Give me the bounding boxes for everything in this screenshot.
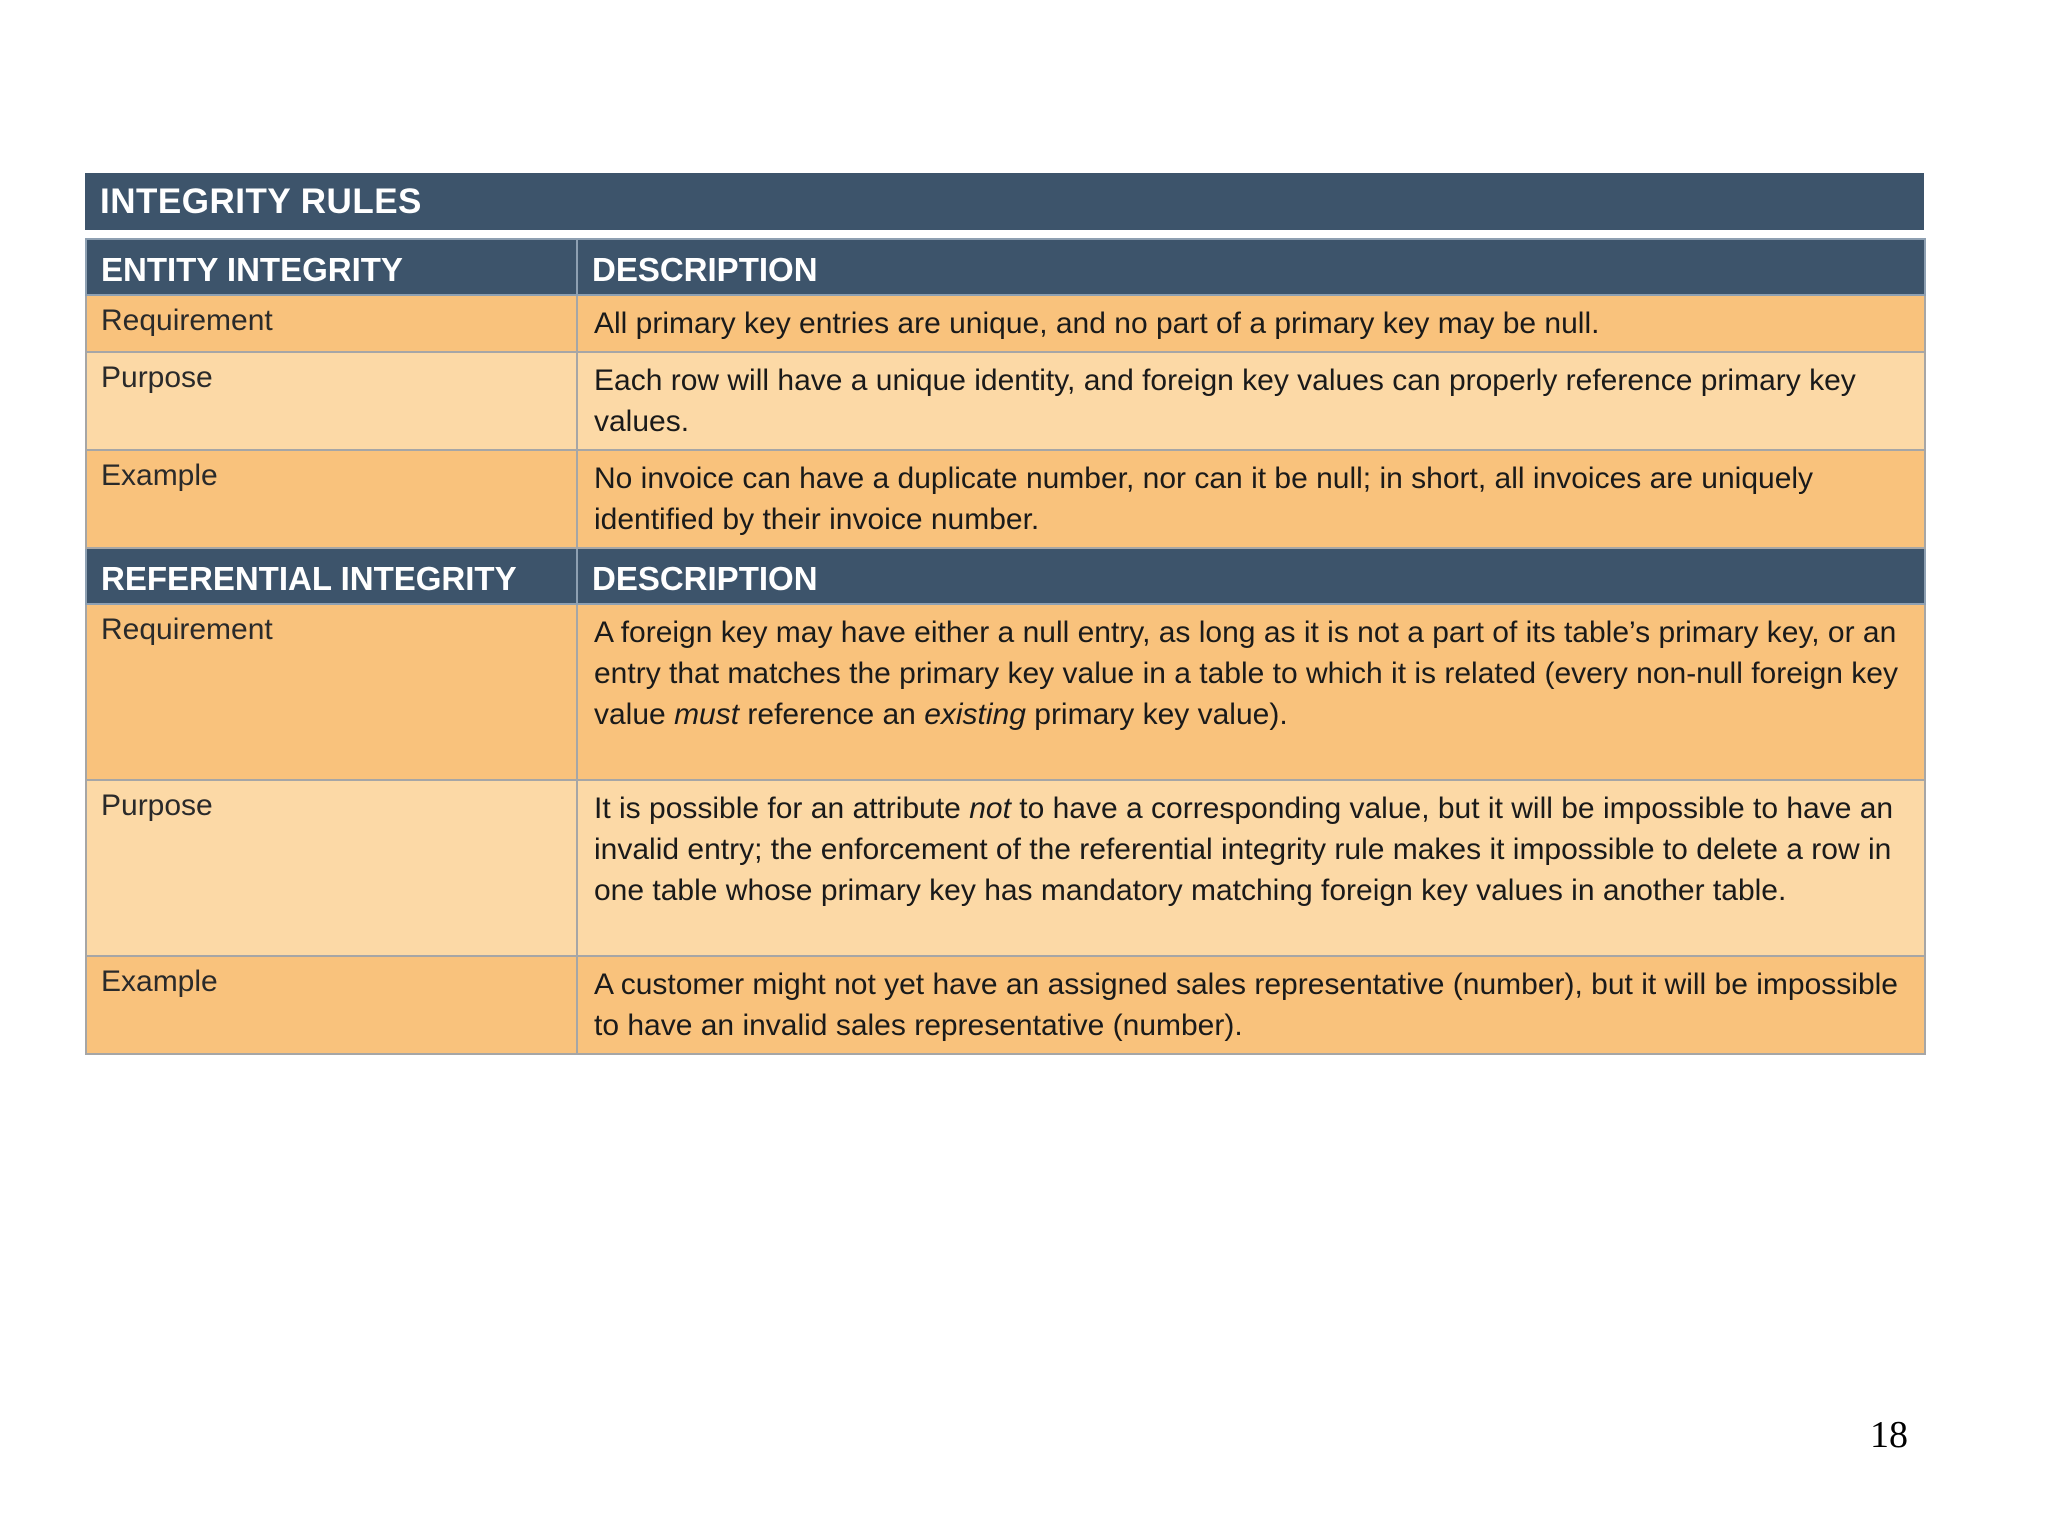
row-description xyxy=(577,780,1925,956)
row-description xyxy=(577,604,1925,780)
table-row xyxy=(86,352,1925,450)
table-row xyxy=(86,604,1925,780)
table-row xyxy=(86,295,1925,352)
emphasis-text: must xyxy=(674,698,740,731)
table-row xyxy=(86,780,1925,956)
description-text: It is possible for an attribute xyxy=(594,792,970,825)
emphasis-text: not xyxy=(969,792,1011,825)
description-text: to have a corresponding value, but it will be impossible to have an invalid entry; the enforcement of the referential integrity rule makes it impossible to delete a row in one table whose primary key has mandatory matching foreign key values in another table. xyxy=(594,792,1894,907)
description-text: primary key value). xyxy=(1025,698,1288,731)
row-label: Purpose xyxy=(86,352,577,450)
row-description: A customer might not yet have an assigned sales representative (number), but it will be impossible to have an invalid sales representative (number). xyxy=(577,956,1925,1054)
row-label: Purpose xyxy=(86,780,577,956)
table-row xyxy=(86,956,1925,1054)
table-row xyxy=(86,450,1925,548)
integrity-rules-table xyxy=(85,173,1924,1055)
row-label: Example xyxy=(86,450,577,548)
description-header: DESCRIPTION xyxy=(577,548,1925,604)
row-label: Requirement xyxy=(86,604,577,780)
section-title: ENTITY INTEGRITY xyxy=(86,239,577,295)
rules-grid xyxy=(85,238,1926,1055)
row-description: No invoice can have a duplicate number, nor can it be null; in short, all invoices are uniquely identified by their invoice number. xyxy=(577,450,1925,548)
description-header: DESCRIPTION xyxy=(577,239,1925,295)
description-text: A foreign key may have either a null entry, as long as it is not a part of its table’s primary key, or an entry that matches the primary key value in a table to which it is related (every non-null foreign key value xyxy=(594,616,1898,731)
section-title: REFERENTIAL INTEGRITY xyxy=(86,548,577,604)
row-description: All primary key entries are unique, and no part of a primary key may be null. xyxy=(577,295,1925,352)
emphasis-text: existing xyxy=(924,698,1026,731)
title-divider xyxy=(85,230,1924,238)
description-text: reference an xyxy=(739,698,925,731)
section-header-referential xyxy=(86,548,1925,604)
row-description: Each row will have a unique identity, and foreign key values can properly reference primary key values. xyxy=(577,352,1925,450)
section-header-entity xyxy=(86,239,1925,295)
row-label: Example xyxy=(86,956,577,1054)
page-number: 18 xyxy=(1870,1414,1908,1456)
row-label: Requirement xyxy=(86,295,577,352)
table-title: INTEGRITY RULES xyxy=(85,173,1924,230)
